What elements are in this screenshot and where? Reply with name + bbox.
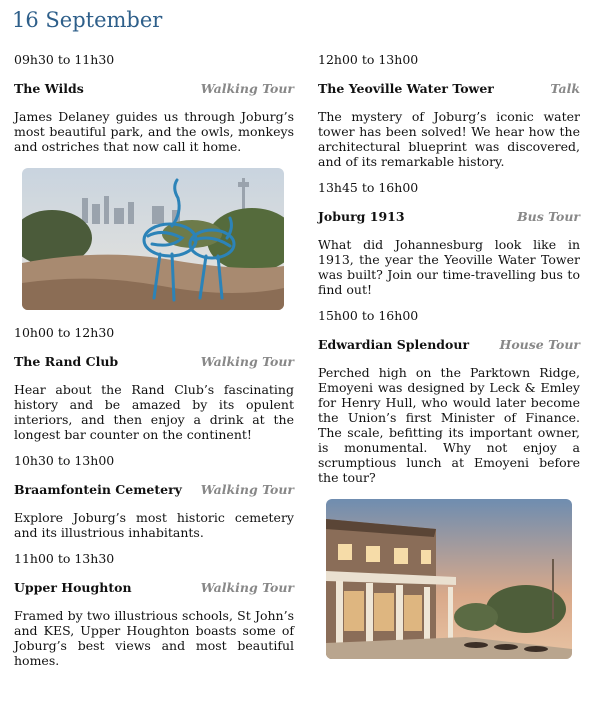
event-name: Upper Houghton xyxy=(14,580,132,595)
event-description: Explore Joburg’s most historic cemetery and its illustrious inhabitants. xyxy=(14,510,294,540)
event-time: 09h30 to 11h30 xyxy=(14,52,115,67)
event-time: 13h45 to 16h00 xyxy=(318,180,419,195)
event-time: 11h00 to 13h30 xyxy=(14,551,115,566)
event-name: The Wilds xyxy=(14,81,84,96)
event-description: Hear about the Rand Club’s fascinating history and be amazed by its opulent interiors, and then enjoy a drink at the longest bar counter on the continent! xyxy=(14,382,294,442)
event-type: Walking Tour xyxy=(200,580,294,595)
event-time: 12h00 to 13h00 xyxy=(318,52,419,67)
event-rand-club xyxy=(14,324,294,442)
event-type: Walking Tour xyxy=(200,354,294,369)
day-title: 16 September xyxy=(12,8,163,32)
event-description: What did Johannesburg look like in 1913, the year the Yeoville Water Tower was built? Join our time-travelling bus to find out! xyxy=(318,237,580,297)
event-the-wilds xyxy=(14,51,294,154)
event-description: The mystery of Joburg’s iconic water tower has been solved! We hear how the architectural blueprint was discovered, and of its remarkable history. xyxy=(318,109,580,169)
event-name: Edwardian Splendour xyxy=(318,337,470,352)
event-time: 15h00 to 16h00 xyxy=(318,308,419,323)
event-type: Bus Tour xyxy=(517,209,580,224)
event-type: Walking Tour xyxy=(200,81,294,96)
event-braamfontein-cemetery xyxy=(14,452,294,540)
event-name: Braamfontein Cemetery xyxy=(14,482,182,497)
event-description: Perched high on the Parktown Ridge, Emoyeni was designed by Leck & Emley for Henry Hull, who would later become the Union’s first Minister of Finance. The scale, befitting its important owner, is monumental. Why not enjoy a scrumptious lunch at Emoyeni before the tour? xyxy=(318,365,580,485)
event-name: Joburg 1913 xyxy=(318,209,405,224)
emoyeni-house-photo xyxy=(326,499,572,659)
event-edwardian-splendour xyxy=(318,307,580,485)
event-type: House Tour xyxy=(499,337,580,352)
event-upper-houghton xyxy=(14,550,294,668)
event-type: Talk xyxy=(550,81,580,96)
event-description: James Delaney guides us through Joburg’s most beautiful park, and the owls, monkeys and ostriches that now call it home. xyxy=(14,109,294,154)
event-time: 10h00 to 12h30 xyxy=(14,325,115,340)
left-column xyxy=(14,51,294,678)
event-name: The Yeoville Water Tower xyxy=(318,81,494,96)
right-column xyxy=(318,51,580,659)
event-yeoville-water-tower xyxy=(318,51,580,169)
ostrich-sculptures-photo xyxy=(22,168,284,310)
event-type: Walking Tour xyxy=(200,482,294,497)
event-time: 10h30 to 13h00 xyxy=(14,453,115,468)
event-description: Framed by two illustrious schools, St John’s and KES, Upper Houghton boasts some of Joburg’s best views and most beautiful homes. xyxy=(14,608,294,668)
event-joburg-1913 xyxy=(318,179,580,297)
event-name: The Rand Club xyxy=(14,354,119,369)
